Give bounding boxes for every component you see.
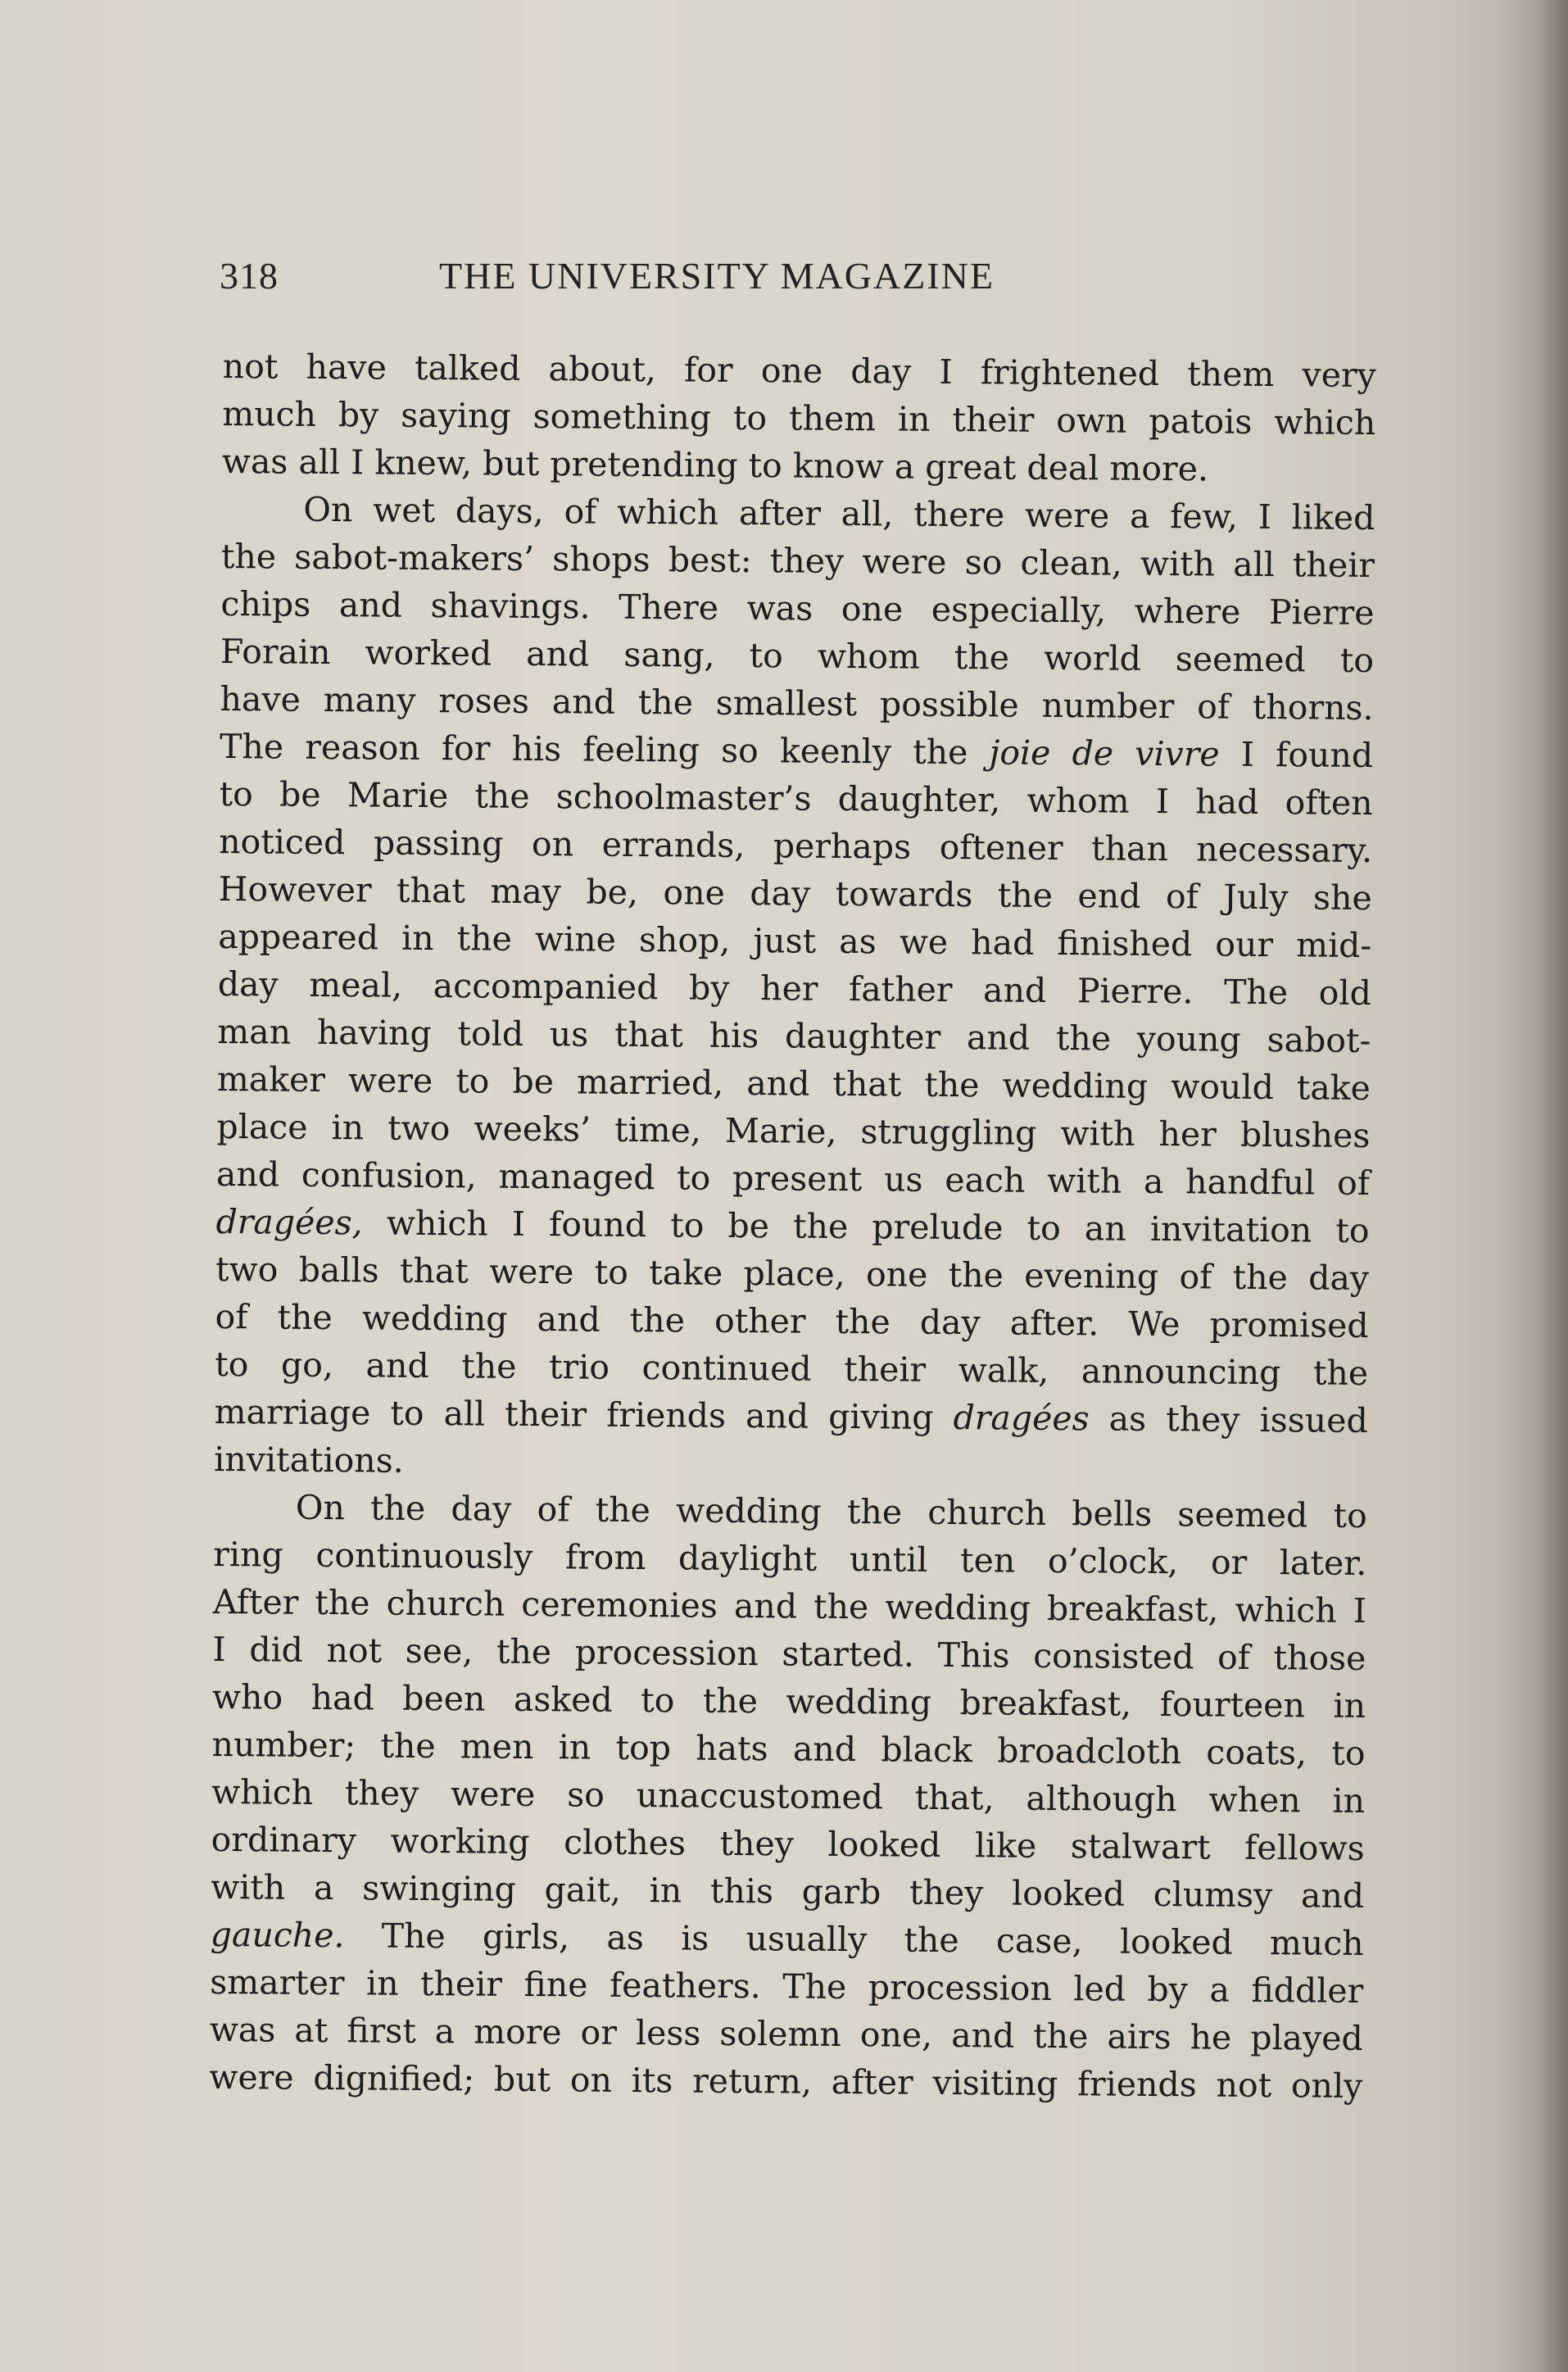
- text-line: not have talked about, for one day I frightened them very: [222, 346, 1376, 396]
- text-line: I did not see, the procession started. This consisted of those: [212, 1629, 1366, 1679]
- text-line: of the wedding and the other the day after. We promised: [215, 1296, 1369, 1346]
- text-line: with a swinging gait, in this garb they looked clumsy and: [211, 1866, 1365, 1916]
- running-head: [220, 254, 1121, 311]
- text-line: to be Marie the schoolmaster’s daughter, whom I had often: [219, 773, 1373, 823]
- text-segment: as they issued: [1108, 1399, 1368, 1441]
- text-line: smarter in their fine feathers. The procession led by a fiddler: [210, 1962, 1364, 2011]
- text-line: On the day of the wedding the church bells seemed to: [295, 1487, 1367, 1536]
- italic-phrase: dragées,: [215, 1201, 363, 1243]
- text-segment: The girls, as is usually the case, looked much: [381, 1916, 1364, 1963]
- text-segment: marriage to all their friends and giving: [214, 1391, 934, 1437]
- text-line: ordinary working clothes they looked like stalwart fellows: [211, 1819, 1365, 1869]
- text-line: chips and shavings. There was one especially, where Pierre: [220, 583, 1375, 633]
- text-line: ring continuously from daylight until ten o’clock, or later.: [213, 1534, 1367, 1584]
- italic-phrase: joie de vivre: [989, 732, 1220, 774]
- italic-phrase: gauche.: [210, 1914, 345, 1956]
- text-line: appeared in the wine shop, just as we had finished our mid-: [218, 916, 1372, 966]
- text-line: day meal, accompanied by her father and Pierre. The old: [217, 964, 1371, 1014]
- text-line: maker were to be married, and that the wedding would take: [216, 1059, 1371, 1109]
- magazine-title: THE UNIVERSITY MAGAZINE: [439, 255, 995, 297]
- text-line: have many roses and the smallest possible number of thorns.: [220, 678, 1374, 728]
- text-line: On wet days, of which after all, there were a few, I liked: [303, 489, 1375, 538]
- text-line: and confusion, managed to present us each with a handful of: [215, 1154, 1371, 1204]
- text-line: man having told us that his daughter and the young sabot-: [217, 1011, 1371, 1061]
- text-segment: The reason for his feeling so keenly the: [219, 726, 968, 773]
- text-line: After the church ceremonies and the wedding breakfast, which I: [212, 1581, 1367, 1631]
- text-line: were dignified; but on its return, after visiting friends not only: [209, 2057, 1363, 2106]
- text-line: invitations.: [214, 1439, 404, 1481]
- body-text: [209, 342, 1376, 2110]
- text-segment: I found: [1240, 734, 1374, 776]
- text-line: the sabot-makers’ shops best: they were so clean, with all their: [220, 536, 1375, 586]
- text-line: However that may be, one day towards the end of July she: [218, 869, 1372, 918]
- text-line: noticed passing on errands, perhaps oftener than necessary.: [219, 821, 1373, 871]
- text-line: was all I knew, but pretending to know a great deal more.: [221, 441, 1209, 489]
- text-line: much by saying something to them in their own patois which: [222, 393, 1376, 443]
- text-line: was at first a more or less solemn one, and the airs he played: [209, 2009, 1363, 2058]
- text-line: Forain worked and sang, to whom the world seemed to: [220, 631, 1375, 681]
- text-segment: which I found to be the prelude to an invitation to: [386, 1203, 1370, 1251]
- text-line: place in two weeks’ time, Marie, struggling with her blushes: [216, 1106, 1371, 1156]
- page-number: 318: [220, 255, 279, 297]
- italic-phrase: dragées: [953, 1398, 1090, 1439]
- text-line: who had been asked to the wedding breakfast, fourteen in: [211, 1676, 1366, 1726]
- text-line: which they were so unaccustomed that, although when in: [211, 1771, 1366, 1821]
- text-line: to go, and the trio continued their walk, announcing the: [215, 1344, 1369, 1394]
- text-line: two balls that were to take place, one the evening of the day: [215, 1249, 1370, 1299]
- text-line: number; the men in top hats and black broadcloth coats, to: [211, 1724, 1366, 1774]
